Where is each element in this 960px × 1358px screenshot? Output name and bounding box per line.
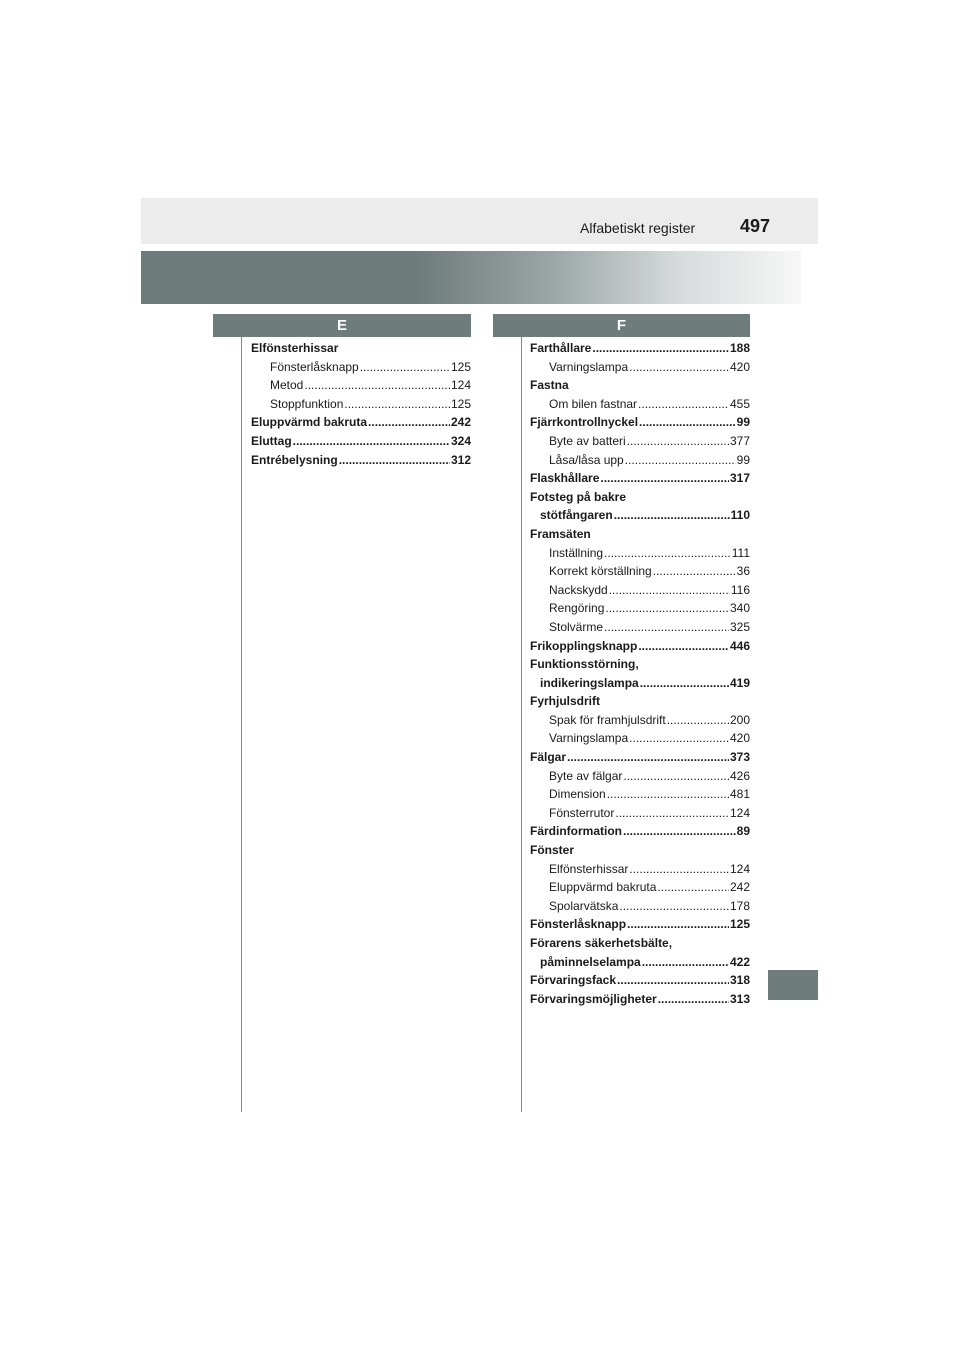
index-entry — [530, 469, 750, 488]
dot-leader — [625, 451, 736, 470]
entry-page[interactable]: 426 — [729, 768, 750, 783]
entry-label: Fönsterlåsknapp — [270, 359, 359, 374]
entry-label: Fönsterrutor — [549, 805, 615, 820]
entry-label: Frikopplingsknapp — [530, 638, 638, 653]
header-gradient-bar — [141, 251, 801, 304]
index-entry — [530, 655, 750, 674]
dot-leader — [592, 339, 729, 358]
entry-label: Eluppvärmd bakruta — [549, 880, 657, 895]
entry-page[interactable]: 111 — [731, 545, 750, 560]
entry-label: Om bilen fastnar — [549, 396, 638, 411]
entry-page[interactable]: 125 — [729, 917, 750, 932]
index-entry — [530, 376, 750, 395]
dot-leader — [640, 674, 729, 693]
index-entry — [530, 934, 750, 953]
entry-page[interactable]: 124 — [729, 861, 750, 876]
entry-label: Fjärrkontrollnyckel — [530, 415, 639, 430]
entry-label: Framsäten — [530, 526, 591, 541]
entry-label: Dimension — [549, 787, 606, 802]
entry-label: Funktionsstörning, — [530, 657, 639, 672]
index-entry — [530, 785, 750, 804]
entry-label: Fotsteg på bakre — [530, 489, 627, 504]
dot-leader — [629, 729, 729, 748]
index-entry — [530, 618, 750, 637]
index-entry — [530, 822, 750, 841]
index-entry — [530, 711, 750, 730]
index-entry — [530, 841, 750, 860]
entry-page[interactable]: 313 — [729, 991, 750, 1006]
index-entry — [530, 525, 750, 544]
dot-leader — [638, 637, 729, 656]
index-entry — [530, 692, 750, 711]
dot-leader — [629, 358, 729, 377]
index-entry — [530, 674, 750, 693]
index-entry — [530, 804, 750, 823]
entry-label: Korrekt körställning — [549, 564, 652, 579]
index-entry — [530, 544, 750, 563]
index-column-f — [530, 339, 750, 1008]
index-entry — [530, 339, 750, 358]
index-entry — [530, 897, 750, 916]
header-band — [141, 198, 818, 244]
index-entry — [530, 488, 750, 507]
entry-page[interactable]: 124 — [450, 378, 471, 393]
index-entry — [251, 451, 471, 470]
dot-leader — [619, 897, 729, 916]
entry-page[interactable]: 317 — [729, 471, 750, 486]
entry-label: Stolvärme — [549, 619, 604, 634]
index-entry — [251, 358, 471, 377]
dot-leader — [638, 395, 729, 414]
entry-label: Fönsterlåsknapp — [530, 917, 627, 932]
dot-leader — [607, 785, 729, 804]
entry-label: Elfönsterhissar — [549, 861, 629, 876]
index-entry — [251, 432, 471, 451]
entry-label: Fälgar — [530, 750, 567, 765]
dot-leader — [604, 618, 729, 637]
entry-label: Eluttag — [251, 433, 292, 448]
entry-page[interactable]: 481 — [729, 787, 750, 802]
dot-leader — [642, 953, 729, 972]
index-entry — [530, 562, 750, 581]
entry-page[interactable]: 455 — [729, 396, 750, 411]
entry-page[interactable]: 125 — [450, 396, 471, 411]
entry-label: Farthållare — [530, 341, 592, 355]
index-entry — [530, 451, 750, 470]
dot-leader — [623, 767, 729, 786]
entry-label: Elfönsterhissar — [251, 341, 339, 355]
index-entry — [530, 581, 750, 600]
entry-label: påminnelselampa — [540, 954, 641, 969]
entry-page[interactable]: 200 — [729, 712, 750, 727]
entry-page[interactable]: 373 — [729, 750, 750, 765]
dot-leader — [567, 748, 729, 767]
entry-label: Eluppvärmd bakruta — [251, 415, 368, 430]
entry-page[interactable]: 446 — [729, 638, 750, 653]
entry-page[interactable]: 89 — [736, 824, 750, 839]
column-divider — [521, 337, 522, 1112]
index-entry — [530, 990, 750, 1009]
entry-label: Rengöring — [549, 601, 605, 616]
entry-page[interactable]: 36 — [736, 564, 750, 579]
dot-leader — [623, 822, 736, 841]
entry-label: indikeringslampa — [540, 675, 639, 690]
entry-page[interactable]: 110 — [730, 508, 750, 523]
index-entry — [530, 413, 750, 432]
entry-label: Förvaringsfack — [530, 973, 617, 988]
index-entry — [530, 915, 750, 934]
section-header-e: E — [213, 314, 471, 337]
entry-page[interactable]: 318 — [729, 973, 750, 988]
entry-label: stötfångaren — [540, 508, 613, 523]
index-entry — [251, 339, 471, 358]
dot-leader — [617, 971, 729, 990]
dot-leader — [605, 599, 729, 618]
dot-leader — [657, 878, 729, 897]
entry-page[interactable]: 124 — [729, 805, 750, 820]
entry-page[interactable]: 312 — [450, 452, 471, 467]
index-entry — [530, 860, 750, 879]
entry-page[interactable]: 242 — [729, 880, 750, 895]
entry-page[interactable]: 178 — [729, 898, 750, 913]
entry-page[interactable]: 324 — [450, 433, 471, 448]
entry-label: Färdinformation — [530, 824, 622, 839]
entry-label: Flaskhållare — [530, 471, 600, 486]
entry-label: Byte av batteri — [549, 433, 626, 448]
dot-leader — [658, 990, 729, 1009]
dot-leader — [609, 581, 730, 600]
dot-leader — [360, 358, 450, 377]
entry-page[interactable]: 99 — [736, 415, 750, 430]
index-entry — [530, 748, 750, 767]
index-entry — [530, 358, 750, 377]
dot-leader — [339, 451, 450, 470]
entry-label: Fyrhjulsdrift — [530, 694, 601, 709]
dot-leader — [639, 413, 736, 432]
dot-leader — [344, 395, 450, 414]
dot-leader — [293, 432, 450, 451]
index-entry — [530, 506, 750, 525]
entry-label: Fastna — [530, 378, 569, 393]
index-entry — [530, 599, 750, 618]
entry-label: Metod — [270, 378, 304, 393]
entry-page[interactable]: 419 — [729, 675, 750, 690]
entry-page[interactable]: 125 — [450, 359, 471, 374]
dot-leader — [600, 469, 729, 488]
section-header-f: F — [493, 314, 750, 337]
entry-page[interactable]: 377 — [729, 433, 750, 448]
page-title: Alfabetiskt register — [580, 220, 696, 236]
index-entry — [530, 432, 750, 451]
index-entry — [530, 729, 750, 748]
entry-page[interactable]: 242 — [450, 415, 471, 430]
entry-label: Entrébelysning — [251, 452, 338, 467]
column-divider — [241, 337, 242, 1112]
entry-label: Varningslampa — [549, 731, 629, 746]
entry-label: Nackskydd — [549, 582, 608, 597]
entry-label: Stoppfunktion — [270, 396, 344, 411]
entry-label: Förvaringsmöjligheter — [530, 991, 657, 1006]
dot-leader — [614, 506, 730, 525]
dot-leader — [615, 804, 729, 823]
index-entry — [530, 878, 750, 897]
dot-leader — [629, 860, 729, 879]
chapter-tab — [768, 970, 818, 1000]
entry-page[interactable]: 422 — [729, 954, 750, 969]
entry-label: Fönster — [530, 843, 575, 858]
index-entry — [530, 767, 750, 786]
index-entry — [530, 637, 750, 656]
entry-label: Byte av fälgar — [549, 768, 623, 783]
entry-label: Spolarvätska — [549, 898, 619, 913]
entry-page[interactable]: 420 — [729, 359, 750, 374]
index-entry — [530, 971, 750, 990]
entry-page[interactable]: 188 — [729, 341, 750, 355]
dot-leader — [627, 915, 729, 934]
dot-leader — [653, 562, 736, 581]
index-entry — [251, 376, 471, 395]
dot-leader — [627, 432, 729, 451]
entry-label: Låsa/låsa upp — [549, 452, 624, 467]
index-entry — [251, 395, 471, 414]
dot-leader — [304, 376, 450, 395]
dot-leader — [667, 711, 729, 730]
entry-page[interactable]: 420 — [729, 731, 750, 746]
entry-label: Inställning — [549, 545, 604, 560]
dot-leader — [368, 413, 450, 432]
entry-label: Varningslampa — [549, 359, 629, 374]
entry-page[interactable]: 116 — [730, 582, 750, 597]
dot-leader — [604, 544, 731, 563]
entry-label: Spak för framhjulsdrift — [549, 712, 666, 727]
entry-label: Förarens säkerhetsbälte, — [530, 936, 673, 950]
page-number: 497 — [740, 216, 771, 236]
entry-page[interactable]: 99 — [736, 452, 750, 467]
index-column-e — [251, 339, 471, 469]
index-entry — [530, 953, 750, 972]
entry-page[interactable]: 325 — [729, 619, 750, 634]
index-entry — [251, 413, 471, 432]
entry-page[interactable]: 340 — [729, 601, 750, 616]
index-entry — [530, 395, 750, 414]
